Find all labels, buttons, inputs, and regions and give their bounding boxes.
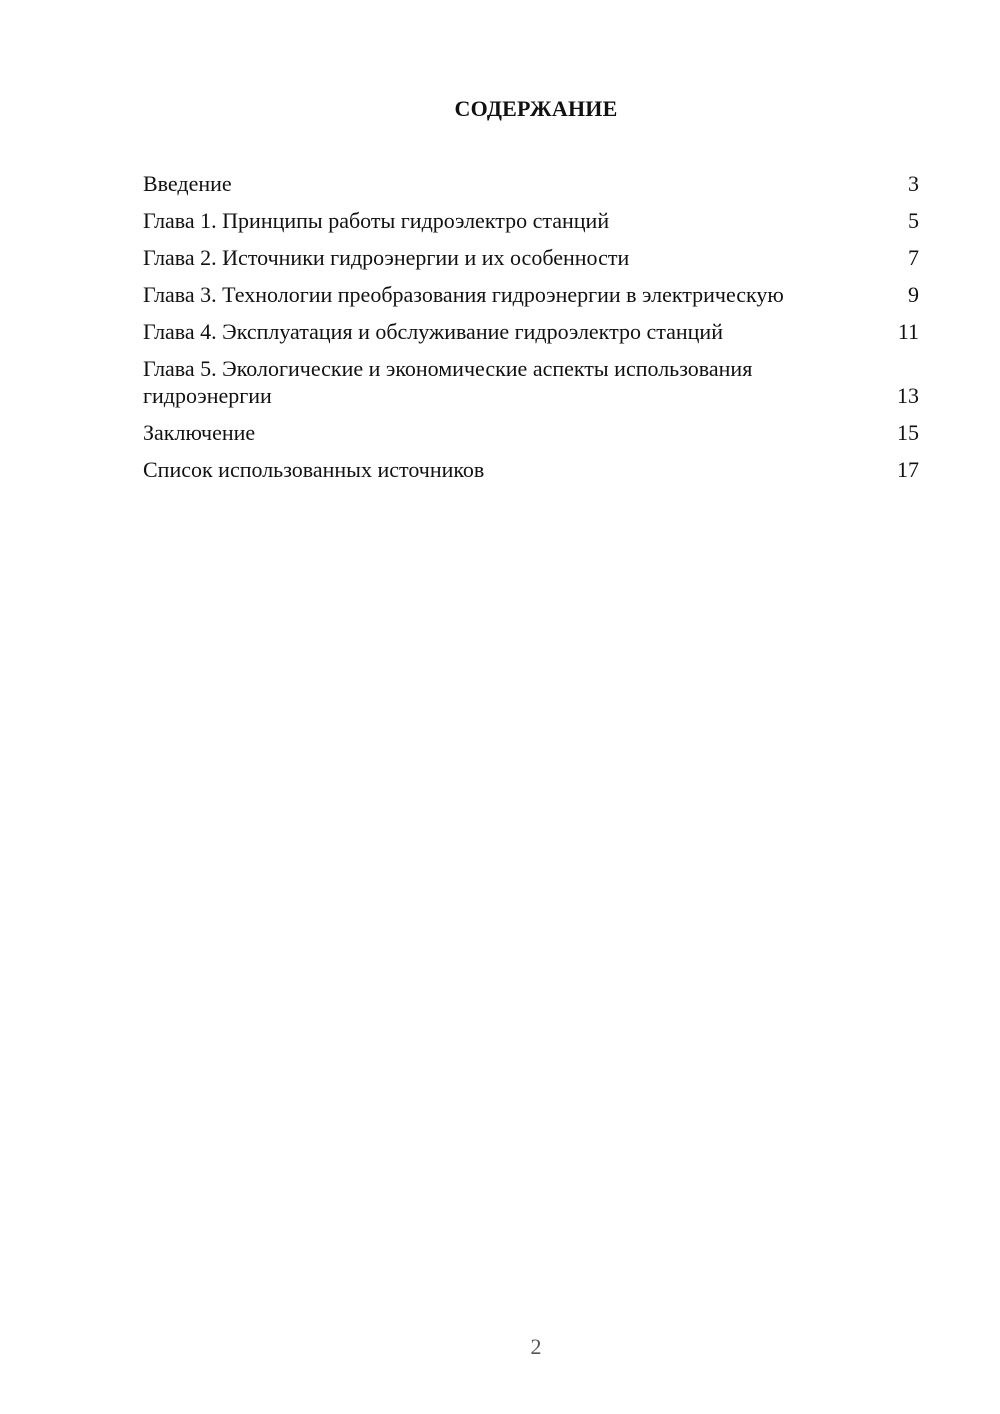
toc-entry-page-number: 15 [897,420,919,445]
toc-entry-introduction [143,170,919,197]
table-of-contents [143,170,919,493]
toc-entry-title: Глава 2. Источники гидроэнергии и их особенности [143,245,630,270]
toc-entry-chapter-3 [143,281,919,308]
toc-entry-title: Список использованных источников [143,457,485,482]
toc-entry-page-number: 5 [908,208,919,233]
toc-entry-chapter-5 [143,355,919,409]
toc-entry-title: Заключение [143,420,256,445]
toc-entry-title: Введение [143,171,232,196]
toc-entry-page-number: 13 [897,383,919,408]
toc-entry-page-number: 7 [908,245,919,270]
toc-entry-title: Глава 3. Технологии преобразования гидроэнергии в электрическую [143,282,784,307]
toc-entry-page-number: 11 [897,319,919,344]
toc-entry-chapter-2 [143,244,919,271]
toc-entry-page-number: 3 [908,171,919,196]
toc-entry-chapter-4 [143,318,919,345]
toc-entry-page-number: 17 [897,457,919,482]
page-number: 2 [530,1334,542,1359]
toc-entry-title: Глава 5. Экологические и экономические аспекты использования гидроэнергии [143,356,753,408]
toc-entry-page-number: 9 [908,282,919,307]
toc-entry-title: Глава 4. Эксплуатация и обслуживание гидроэлектро станций [143,319,723,344]
toc-entry-chapter-1 [143,207,919,234]
page-title: СОДЕРЖАНИЕ [454,96,618,121]
toc-entry-conclusion [143,419,919,446]
toc-entry-title: Глава 1. Принципы работы гидроэлектро станций [143,208,610,233]
toc-entry-references [143,456,919,483]
